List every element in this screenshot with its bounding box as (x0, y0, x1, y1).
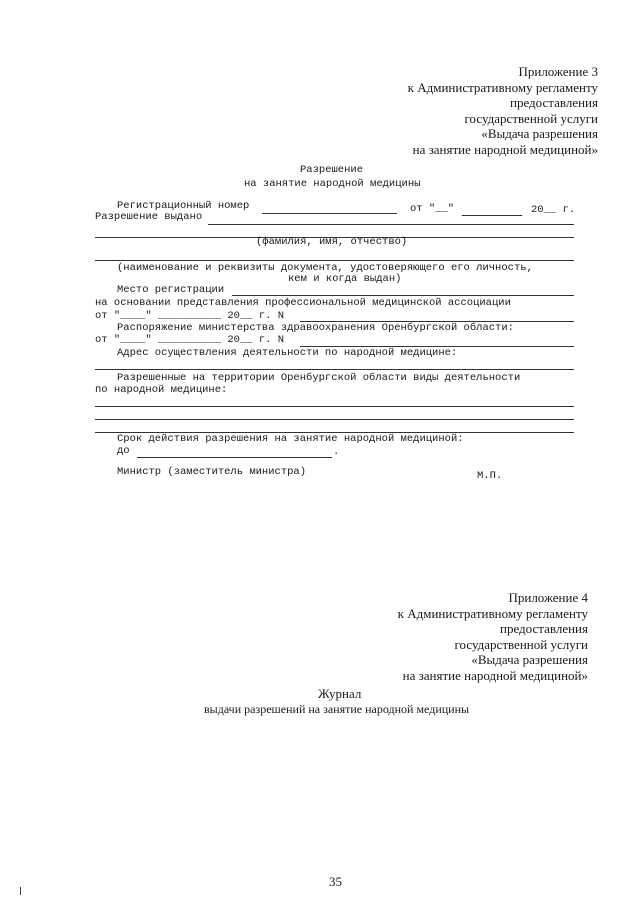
allowed-line-1 (95, 406, 574, 407)
reg-month-line (462, 215, 522, 216)
reg-number-line (262, 213, 397, 214)
until-line (137, 457, 332, 458)
validity-text: Срок действия разрешения на занятие народной медициной: (117, 433, 464, 445)
address-line (95, 369, 574, 370)
appendix-line: Приложение 4 (508, 590, 588, 605)
appendix-line: Приложение 3 (518, 64, 598, 79)
allowed-text-1: Разрешенные на территории Оренбургской области виды деятельности (117, 372, 521, 384)
appendix-line: «Выдача разрешения (471, 652, 588, 667)
appendix-3-header (408, 64, 598, 157)
minister-label: Министр (заместитель министра) (117, 466, 307, 478)
order-text: Распоряжение министерства здравоохранения Оренбургской области: (117, 322, 514, 334)
address-label: Адрес осуществления деятельности по народной медицине: (117, 347, 458, 359)
appendix-line: на занятие народной медициной» (412, 141, 598, 157)
journal-title: Журнал (318, 686, 362, 701)
reg-year: 20__ г. (531, 204, 576, 216)
appendix-line: государственной услуги (454, 636, 588, 652)
allowed-text-2: по народной медицине: (95, 384, 228, 396)
appendix-line: предоставления (510, 95, 598, 110)
seal-label: М.П. (477, 470, 503, 482)
appendix-line: «Выдача разрешения (481, 126, 598, 141)
page-number: 35 (329, 874, 342, 889)
appendix-line: на занятие народной медициной» (402, 667, 588, 683)
appendix-line: предоставления (500, 621, 588, 636)
reg-from-label: от "__" (410, 203, 455, 215)
permit-subtitle: на занятие народной медицины (244, 178, 421, 190)
issued-line (208, 224, 574, 225)
reg-number-label: Регистрационный номер (117, 200, 250, 212)
date-line-2: от "____" __________ 20__ г. N (95, 334, 285, 346)
reg-place-line (232, 295, 574, 296)
fio-caption: (фамилия, имя, отчество) (256, 236, 408, 248)
permit-title: Разрешение (300, 164, 364, 176)
basis-text: на основании представления профессиональной медицинской ассоциации (95, 297, 511, 309)
scan-mark (20, 887, 21, 895)
doc-caption-2: кем и когда выдан) (288, 273, 402, 285)
allowed-line-2 (95, 419, 574, 420)
issued-label: Разрешение выдано (95, 211, 203, 223)
until-label: до (117, 445, 130, 457)
reg-place-label: Место регистрации (117, 284, 225, 296)
until-dot: . (333, 446, 340, 458)
journal-subtitle: выдачи разрешений на занятие народной медицины (204, 702, 470, 716)
appendix-line: к Административному регламенту (407, 79, 598, 95)
appendix-line: государственной услуги (464, 110, 598, 126)
date-line-1: от "____" __________ 20__ г. N (95, 310, 285, 322)
doc-line (95, 260, 574, 261)
doc-caption-1: (наименование и реквизиты документа, удостоверяющего его личность, (117, 262, 533, 274)
appendix-line: к Административному регламенту (397, 605, 588, 621)
appendix-4-header (398, 590, 588, 683)
